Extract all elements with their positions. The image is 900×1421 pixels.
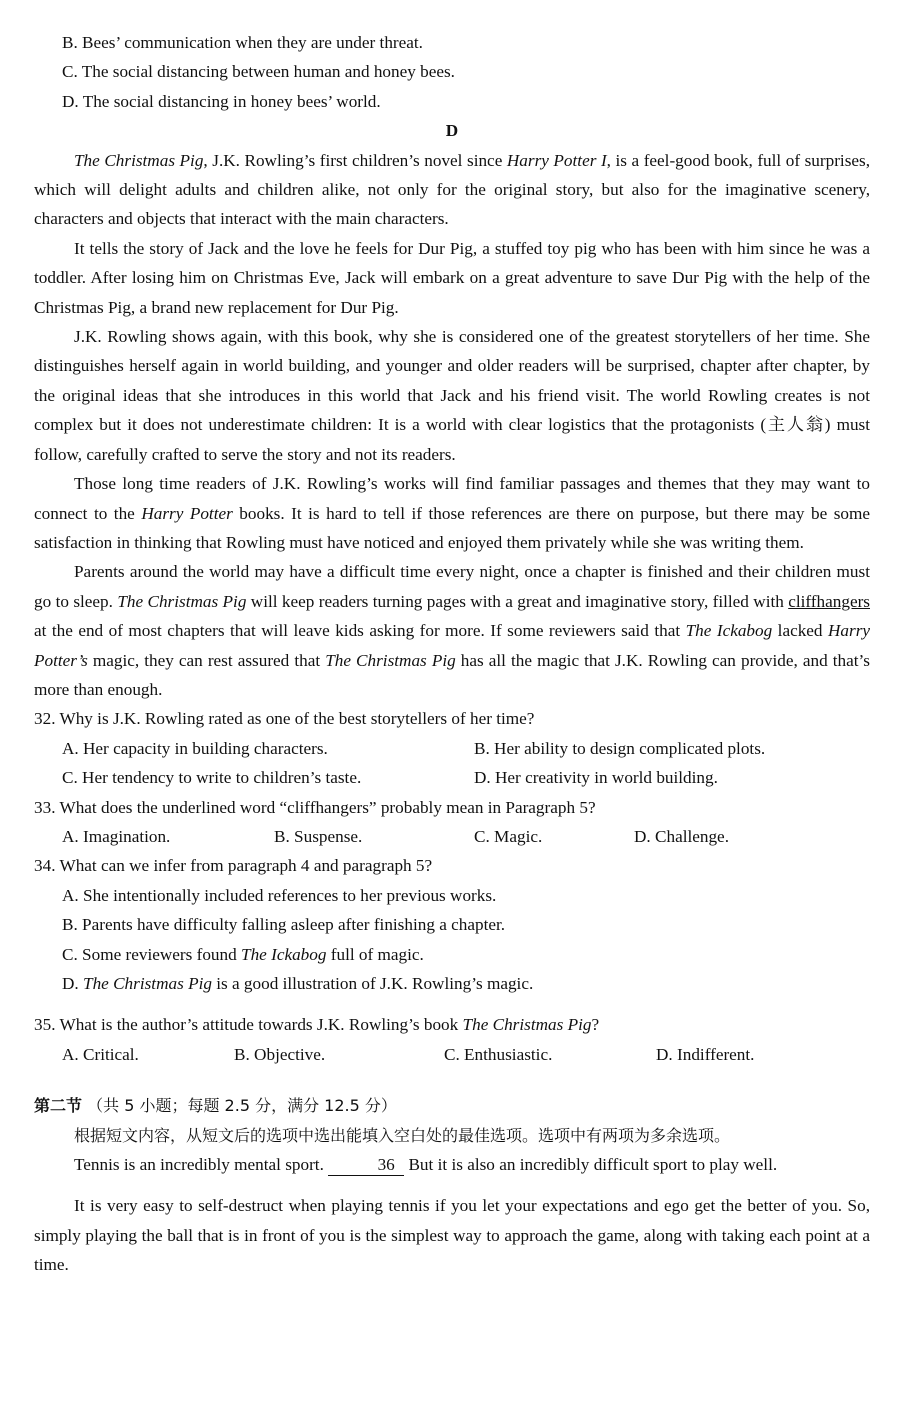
- section-title: 第二节: [34, 1096, 83, 1116]
- question-33-stem: 33. What does the underlined word “cliffhangers” probably mean in Paragraph 5?: [34, 797, 596, 817]
- option-d[interactable]: D. Challenge.: [634, 826, 729, 846]
- underlined-word: cliffhangers: [788, 591, 870, 611]
- book-title: The Christmas Pig: [117, 591, 247, 611]
- option-a[interactable]: A. She intentionally included references to her previous works.: [62, 885, 497, 905]
- book-title: Harry Potter I: [506, 150, 607, 170]
- book-title: The Christmas Pig: [83, 974, 212, 993]
- book-title: The Christmas Pig: [74, 150, 204, 170]
- text: ?: [591, 1015, 600, 1035]
- text: Tennis is an incredibly mental sport.: [74, 1155, 329, 1175]
- text: , is a feel-good book, full of surprises, which will delight adults and children alike, not only for the original story, but also for the imaginative scenery, characters and objects that interact with the main characters.: [34, 150, 870, 229]
- question-32-options-row-1: [34, 734, 870, 763]
- text: has all the magic that J.K. Rowling can provide, and that’s more than enough.: [34, 650, 870, 699]
- option-d[interactable]: [34, 969, 870, 998]
- option-b[interactable]: B. Suspense.: [274, 826, 363, 846]
- question-35-options: [34, 1040, 870, 1069]
- book-title: The Ickabog: [685, 621, 773, 641]
- paragraph-3: J.K. Rowling shows again, with this book, why she is considered one of the greatest storytellers of her time. She distinguishes herself again in world building, and younger and older readers will be surprised, chapter after chapter, by the original ideas that she introduces in this world that Jack and his friend visit. The world Rowling creates is not complex but it does not underestimate children: It is a world with clear logistics that the protagonists (主人翁) must follow, carefully crafted to serve the story and not its readers.: [34, 327, 870, 464]
- paragraph-1: [34, 146, 870, 234]
- option-d[interactable]: D. Her creativity in world building.: [474, 768, 718, 788]
- option-b[interactable]: B. Objective.: [234, 1044, 326, 1064]
- paragraph-2: It tells the story of Jack and the love he feels for Dur Pig, a stuffed toy pig who has been with him since he was a toddler. After losing him on Christmas Eve, Jack will embark on a great adventure to save Dur Pig with the help of the Christmas Pig, a brand new replacement for Dur Pig.: [34, 238, 870, 317]
- paragraph-4: [34, 469, 870, 557]
- prev-option-b: B. Bees’ communication when they are under threat.: [62, 33, 423, 52]
- book-title: The Ickabog: [241, 944, 327, 964]
- text: lacked: [772, 621, 828, 641]
- option-b[interactable]: B. Her ability to design complicated plots.: [474, 738, 766, 758]
- option-a[interactable]: A. Imagination.: [62, 826, 171, 846]
- option-a[interactable]: A. Her capacity in building characters.: [62, 738, 328, 758]
- option-c[interactable]: C. Her tendency to write to children’s taste.: [62, 768, 362, 788]
- tennis-paragraph-2: It is very easy to self-destruct when playing tennis if you let your expectations and ego get the better of you. So, simply playing the ball that is in front of you is the simplest way to approach the game, along with taking each point at a time.: [34, 1196, 870, 1275]
- section-info: （共 5 小题；每题 2.5 分，满分 12.5 分）: [87, 1096, 397, 1116]
- text: is a good illustration of J.K. Rowling’s magic.: [211, 974, 534, 993]
- blank-36[interactable]: 36: [328, 1155, 404, 1176]
- exam-page: [34, 28, 870, 1280]
- option-c[interactable]: C. Magic.: [474, 826, 543, 846]
- question-35-stem: [34, 1010, 870, 1039]
- text: C. Some reviewers found: [62, 944, 242, 964]
- spacer: [34, 998, 870, 1010]
- text: But it is also an incredibly difficult sport to play well.: [404, 1155, 778, 1175]
- text: books. It is hard to tell if those references are there on purpose, but there may be some satisfaction in thinking that Rowling must have noticed and enjoyed them privately while she was writing them.: [34, 503, 870, 552]
- question-32-stem: 32. Why is J.K. Rowling rated as one of the best storytellers of her time?: [34, 709, 535, 729]
- book-title: Harry Potter’s: [34, 621, 871, 670]
- text: 35. What is the author’s attitude towards J.K. Rowling’s book: [34, 1015, 463, 1035]
- book-title: Harry Potter: [141, 503, 233, 523]
- text: at the end of most chapters that will leave kids asking for more. If some reviewers said that: [34, 621, 686, 641]
- paragraph-5: [34, 557, 870, 704]
- prev-option-c: C. The social distancing between human and honey bees.: [62, 62, 455, 82]
- section-instruction: 根据短文内容，从短文后的选项中选出能填入空白处的最佳选项。选项中有两项为多余选项。: [74, 1125, 731, 1145]
- option-c[interactable]: [34, 940, 870, 969]
- question-33-options: [34, 822, 870, 851]
- section-heading: [34, 1091, 870, 1120]
- option-b[interactable]: B. Parents have difficulty falling asleep after finishing a chapter.: [62, 915, 506, 935]
- tennis-paragraph-1: [34, 1150, 870, 1179]
- book-title: The Christmas Pig: [462, 1015, 592, 1035]
- prev-option-d: D. The social distancing in honey bees’ world.: [62, 91, 381, 111]
- question-32-options-row-2: [34, 763, 870, 792]
- question-34-stem: 34. What can we infer from paragraph 4 and paragraph 5?: [34, 856, 433, 876]
- text: full of magic.: [326, 944, 424, 964]
- text: Parents around the world may have a difficult time every night, once a chapter is finished and their children must go to sleep.: [34, 562, 870, 611]
- text: D.: [62, 974, 84, 993]
- passage-letter: D: [445, 121, 459, 141]
- text: magic, they can rest assured that: [87, 650, 326, 670]
- text: Those long time readers of J.K. Rowling’s works will find familiar passages and themes that they may want to connect to the: [34, 474, 870, 523]
- option-d[interactable]: D. Indifferent.: [656, 1044, 755, 1064]
- option-c[interactable]: C. Enthusiastic.: [444, 1044, 553, 1064]
- spacer: [34, 1179, 870, 1191]
- book-title: The Christmas Pig: [325, 650, 456, 670]
- option-a[interactable]: A. Critical.: [62, 1044, 139, 1064]
- text: , J.K. Rowling’s first children’s novel since: [203, 150, 507, 170]
- text: will keep readers turning pages with a great and imaginative story, filled with: [246, 591, 789, 611]
- spacer: [34, 1069, 870, 1091]
